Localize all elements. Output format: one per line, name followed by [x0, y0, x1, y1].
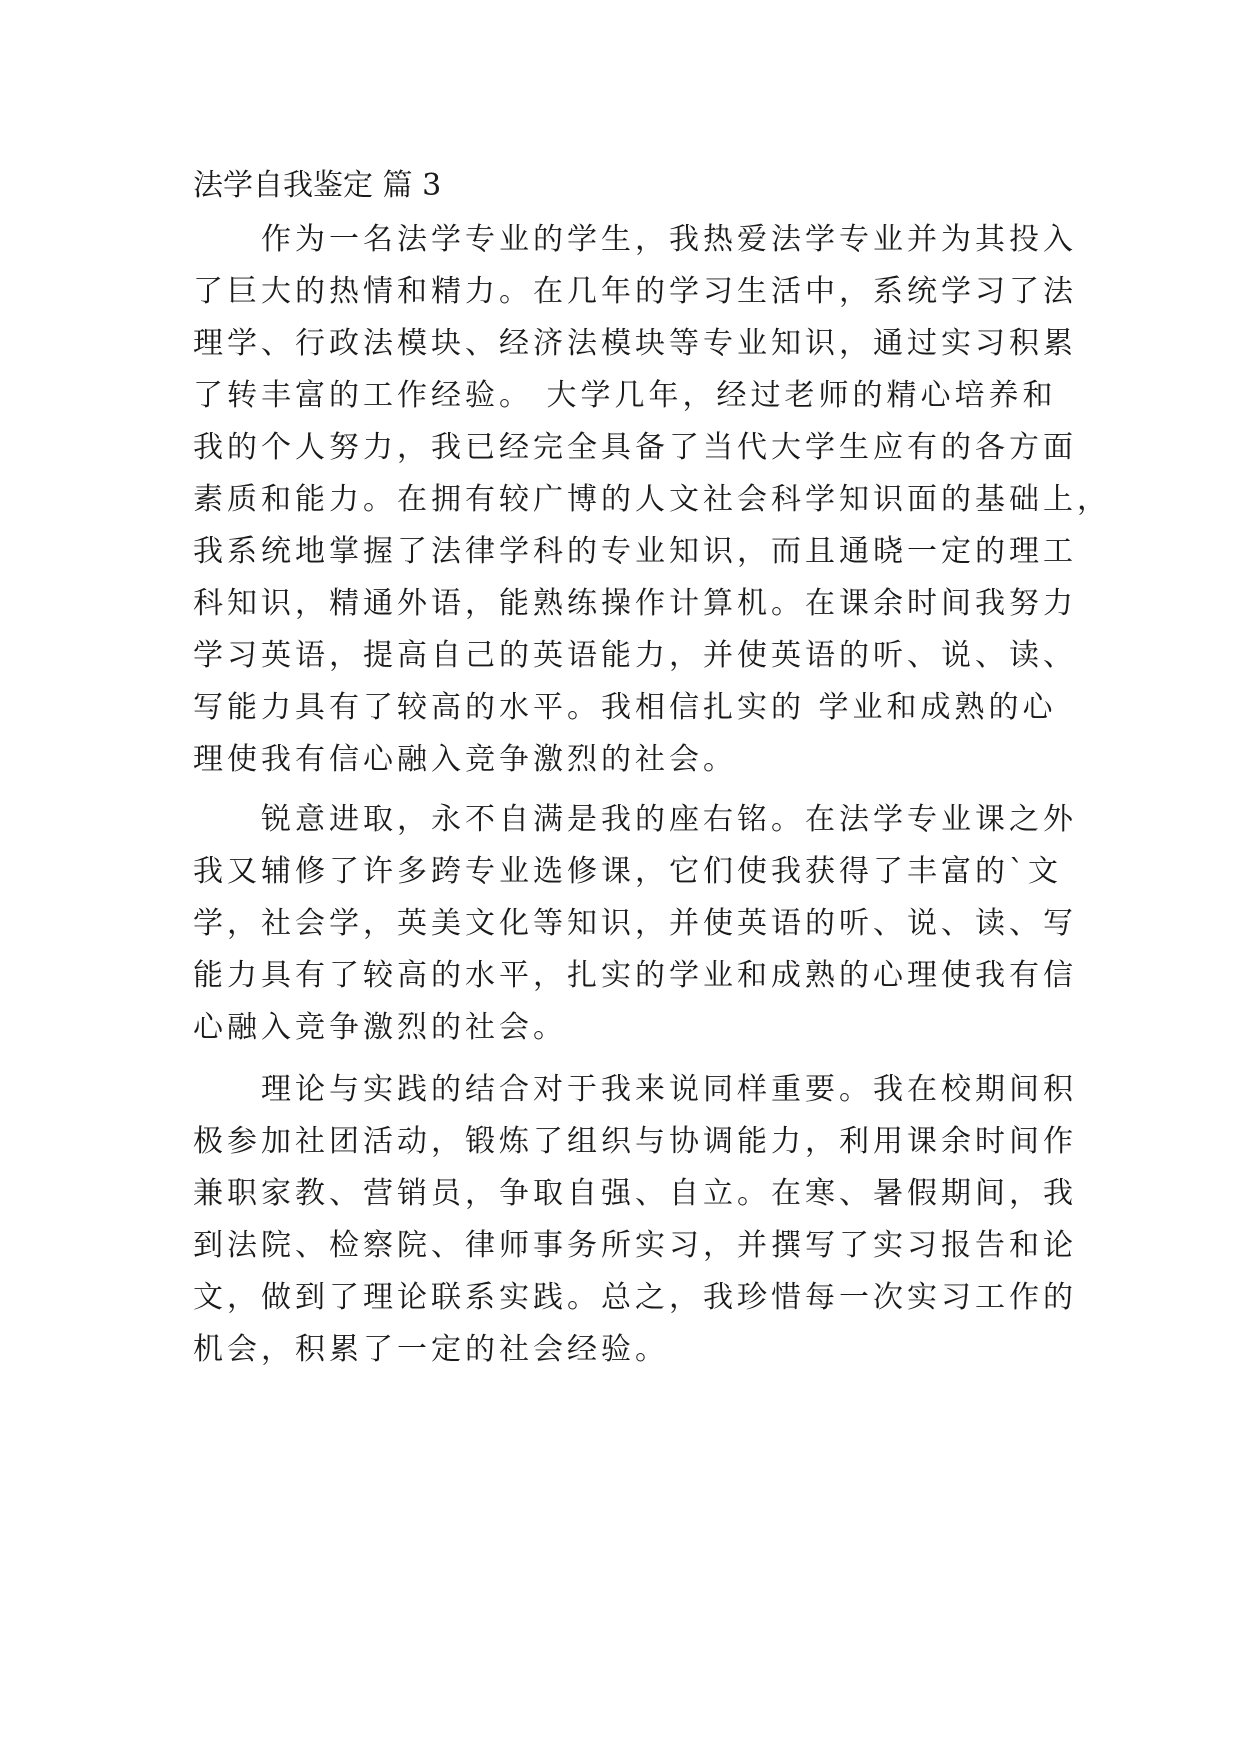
text-line: 了转丰富的工作经验。 大学几年，经过老师的精心培养和	[193, 378, 1057, 413]
text-line: 学，社会学，英美文化等知识，并使英语的听、说、读、写	[193, 906, 1077, 941]
text-line: 我的个人努力，我已经完全具备了当代大学生应有的各方面	[193, 430, 1077, 465]
text-line: 兼职家教、营销员，争取自强、自立。在寒、暑假期间，我	[193, 1176, 1077, 1211]
text-line: 极参加社团活动，锻炼了组织与协调能力，利用课余时间作	[193, 1124, 1077, 1159]
text-line: 写能力具有了较高的水平。我相信扎实的 学业和成熟的心	[193, 690, 1057, 725]
text-line: 素质和能力。在拥有较广博的人文社会科学知识面的基础上，	[193, 482, 1111, 517]
text-line: 了巨大的热情和精力。在几年的学习生活中，系统学习了法	[193, 274, 1077, 309]
text-line: 作为一名法学专业的学生，我热爱法学专业并为其投入	[193, 222, 1077, 257]
text-line: 理论与实践的结合对于我来说同样重要。我在校期间积	[193, 1072, 1077, 1107]
text-line: 理使我有信心融入竞争激烈的社会。	[193, 742, 737, 777]
text-line: 我系统地掌握了法律学科的专业知识，而且通晓一定的理工	[193, 534, 1077, 569]
text-line: 文，做到了理论联系实践。总之，我珍惜每一次实习工作的	[193, 1280, 1077, 1315]
text-line: 到法院、检察院、律师事务所实习，并撰写了实习报告和论	[193, 1228, 1077, 1263]
text-line: 锐意进取，永不自满是我的座右铭。在法学专业课之外	[193, 802, 1077, 837]
text-line: 理学、行政法模块、经济法模块等专业知识，通过实习积累	[193, 326, 1077, 361]
text-line: 科知识，精通外语，能熟练操作计算机。在课余时间我努力	[193, 586, 1077, 621]
text-line: 我又辅修了许多跨专业选修课，它们使我获得了丰富的`文	[193, 854, 1062, 889]
text-line: 学习英语，提高自己的英语能力，并使英语的听、说、读、	[193, 638, 1077, 673]
text-line: 能力具有了较高的水平，扎实的学业和成熟的心理使我有信	[193, 958, 1077, 993]
document-title: 法学自我鉴定 篇 3	[193, 168, 442, 203]
text-line: 心融入竞争激烈的社会。	[193, 1010, 567, 1045]
text-line: 机会，积累了一定的社会经验。	[193, 1332, 669, 1367]
